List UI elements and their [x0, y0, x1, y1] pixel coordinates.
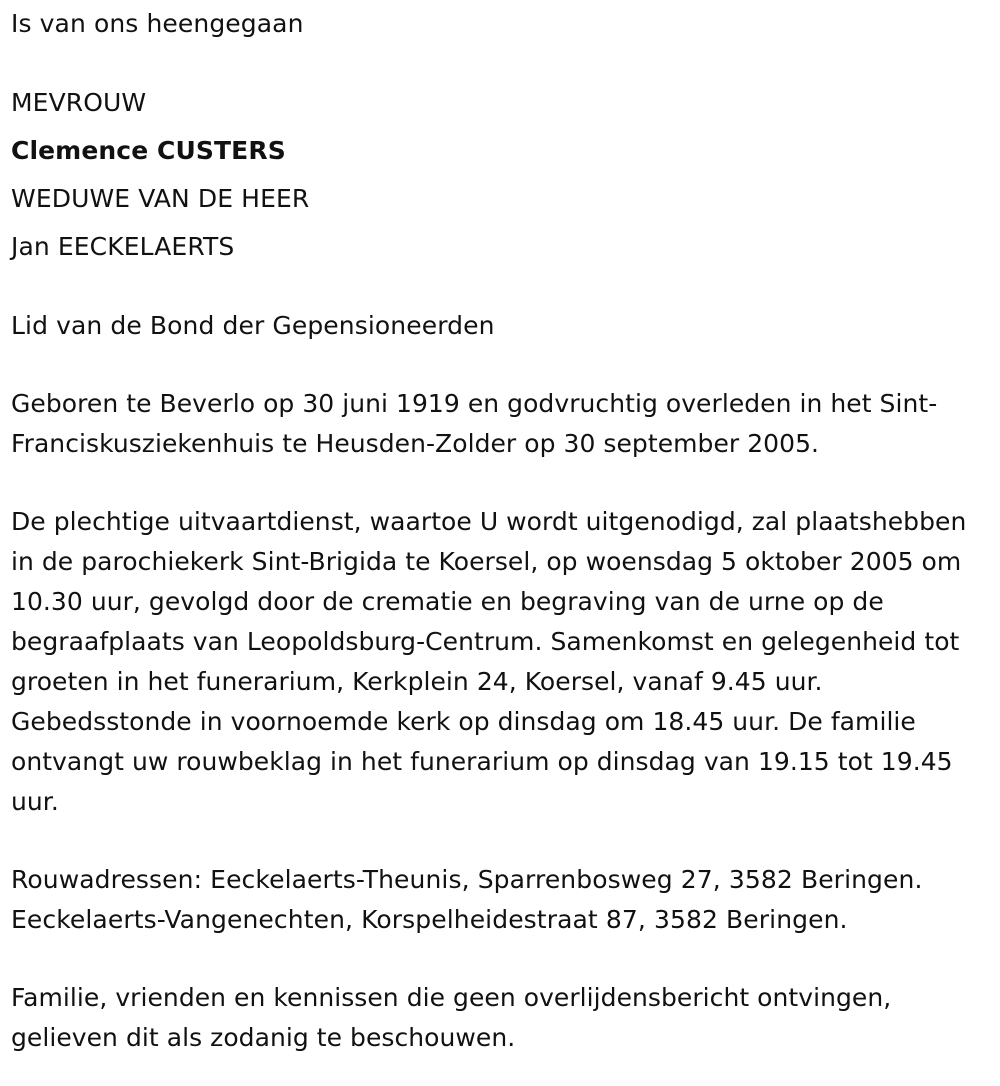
service-paragraph: De plechtige uitvaartdienst, waartoe U wordt uitgenodigd, zal plaatshebben in de parochiekerk Sint-Brigida te Koersel, op woensdag 5 oktober 2005 om 10.30 uur, gevolgd door de crematie en begraving van de urne op de begraafplaats van Leopoldsburg-Centrum. Samenkomst en gelegenheid tot groeten in het funerarium, Kerkplein 24, Koersel, vanaf 9.45 uur. Gebedsstonde in voornoemde kerk op dinsdag om 18.45 uur. De familie ontvangt uw rouwbeklag in het funerarium op dinsdag van 19.15 tot 19.45 uur.: [11, 507, 967, 816]
addresses-section: [11, 860, 990, 940]
address-line-2: Eeckelaerts-Vangenechten, Korspelheidestraat 87, 3582 Beringen.: [11, 905, 848, 934]
deceased-name: Clemence CUSTERS: [11, 136, 286, 165]
intro-text: Is van ons heengegaan: [11, 9, 304, 38]
closing-paragraph: Familie, vrienden en kennissen die geen overlijdensbericht ontvingen, gelieven dit als zodanig te beschouwen.: [11, 983, 892, 1052]
honorific-title: MEVROUW: [11, 88, 147, 117]
relation-text: WEDUWE VAN DE HEER: [11, 184, 310, 213]
membership-text: Lid van de Bond der Gepensioneerden: [11, 311, 495, 340]
birth-death-paragraph: Geboren te Beverlo op 30 juni 1919 en godvruchtig overleden in het Sint-Franciskusziekenhuis te Heusden-Zolder op 30 september 2005.: [11, 389, 938, 458]
address-line-1: Rouwadressen: Eeckelaerts-Theunis, Sparrenbosweg 27, 3582 Beringen.: [11, 865, 923, 894]
spouse-name: Jan EECKELAERTS: [11, 232, 235, 261]
